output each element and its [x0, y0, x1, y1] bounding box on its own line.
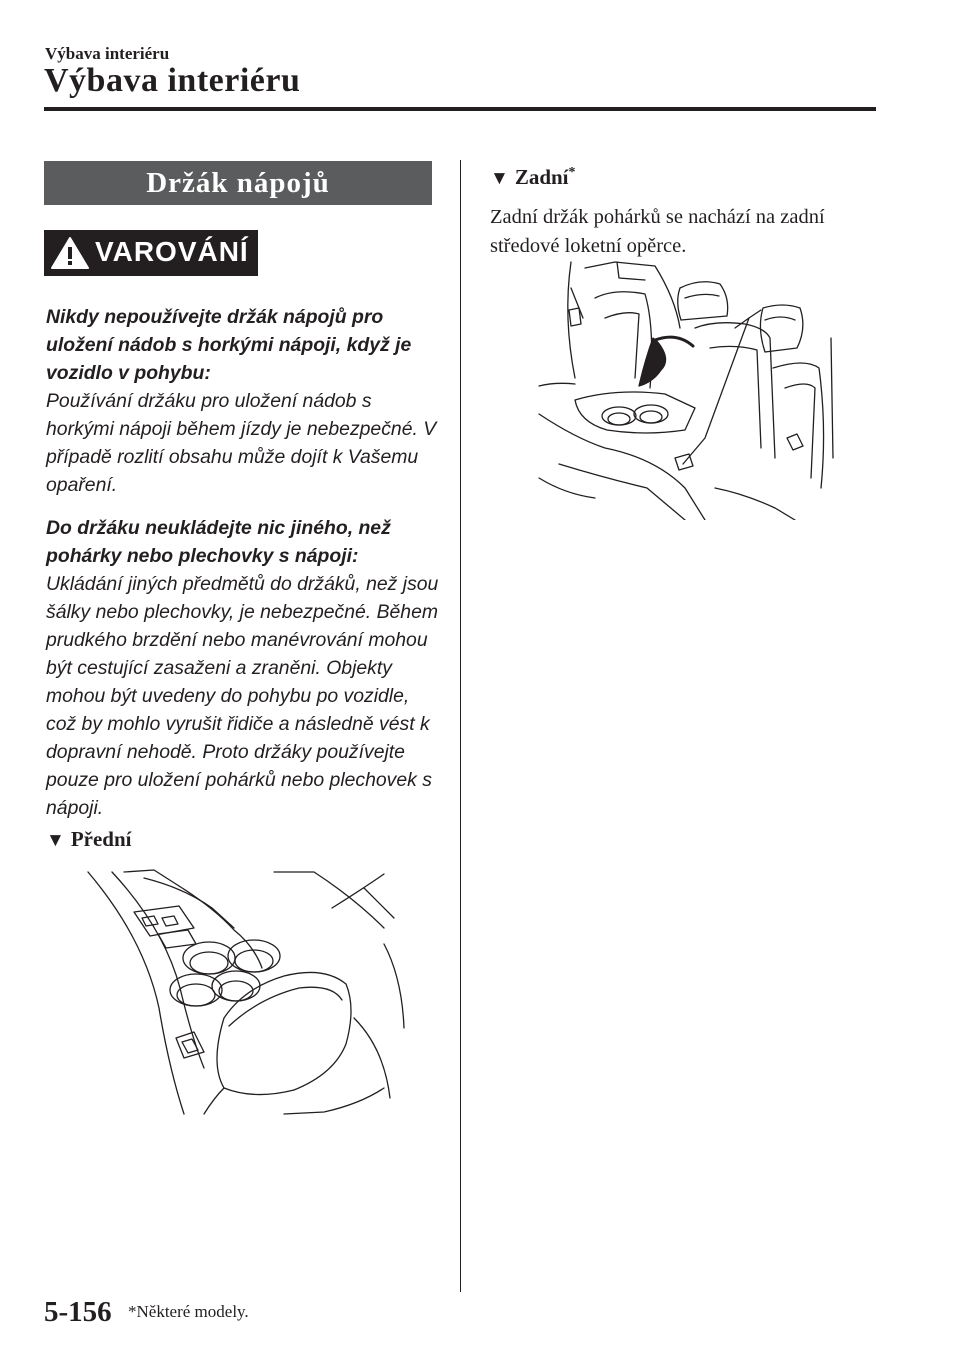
- footnote-marker: *: [568, 165, 576, 180]
- title-divider: [44, 107, 876, 111]
- warning-text: Ukládání jiných předmětů do držáků, než jsou šálky nebo plechovky, je nebezpečné. Během prudkého brzdění nebo manévrování mohou být cestující zasaženi a zraněni. Objekty mohou být uvedeny do pohybu po vozidle, což by mohlo vyrušit řidiče a následně vést k dopravní nehodě. Proto držáky používejte pouze pro uložení pohárků nebo plechovek s nápoji.: [46, 573, 439, 819]
- rear-cupholder-illustration: [535, 258, 835, 520]
- warning-item: [46, 514, 441, 822]
- footnote: *Některé modely.: [128, 1302, 249, 1321]
- breadcrumb: Výbava interiéru: [45, 44, 170, 63]
- warning-label: VAROVÁNÍ: [95, 236, 249, 267]
- front-heading-label: Přední: [70, 827, 132, 851]
- warning-badge: [44, 230, 258, 276]
- column-divider: [460, 160, 461, 1292]
- warning-heading: Do držáku neukládejte nic jiného, než pohárky nebo plechovky s nápoji:: [46, 517, 391, 567]
- page-number: 5-156: [44, 1296, 112, 1328]
- page-title: Výbava interiéru: [44, 62, 301, 99]
- warning-text: Používání držáku pro uložení nádob s horkými nápoji během jízdy je nebezpečné. V případě rozlití obsahu může dojít k Vašemu opaření.: [46, 390, 437, 496]
- rear-heading: [490, 165, 576, 190]
- warning-triangle-icon: [50, 236, 90, 270]
- rear-description: Zadní držák pohárků se nachází na zadní středové loketní opěrce.: [490, 206, 825, 257]
- front-heading: [46, 827, 131, 852]
- rear-heading-label: Zadní: [514, 165, 569, 189]
- warning-heading: Nikdy nepoužívejte držák nápojů pro uložení nádob s horkými nápoji, když je vozidlo v pohybu:: [46, 306, 412, 384]
- front-cupholder-illustration: [84, 868, 414, 1118]
- warning-item: [46, 303, 441, 499]
- triangle-down-icon: ▼: [46, 830, 65, 851]
- triangle-down-icon: ▼: [490, 168, 509, 189]
- section-title: Držák nápojů: [44, 161, 432, 205]
